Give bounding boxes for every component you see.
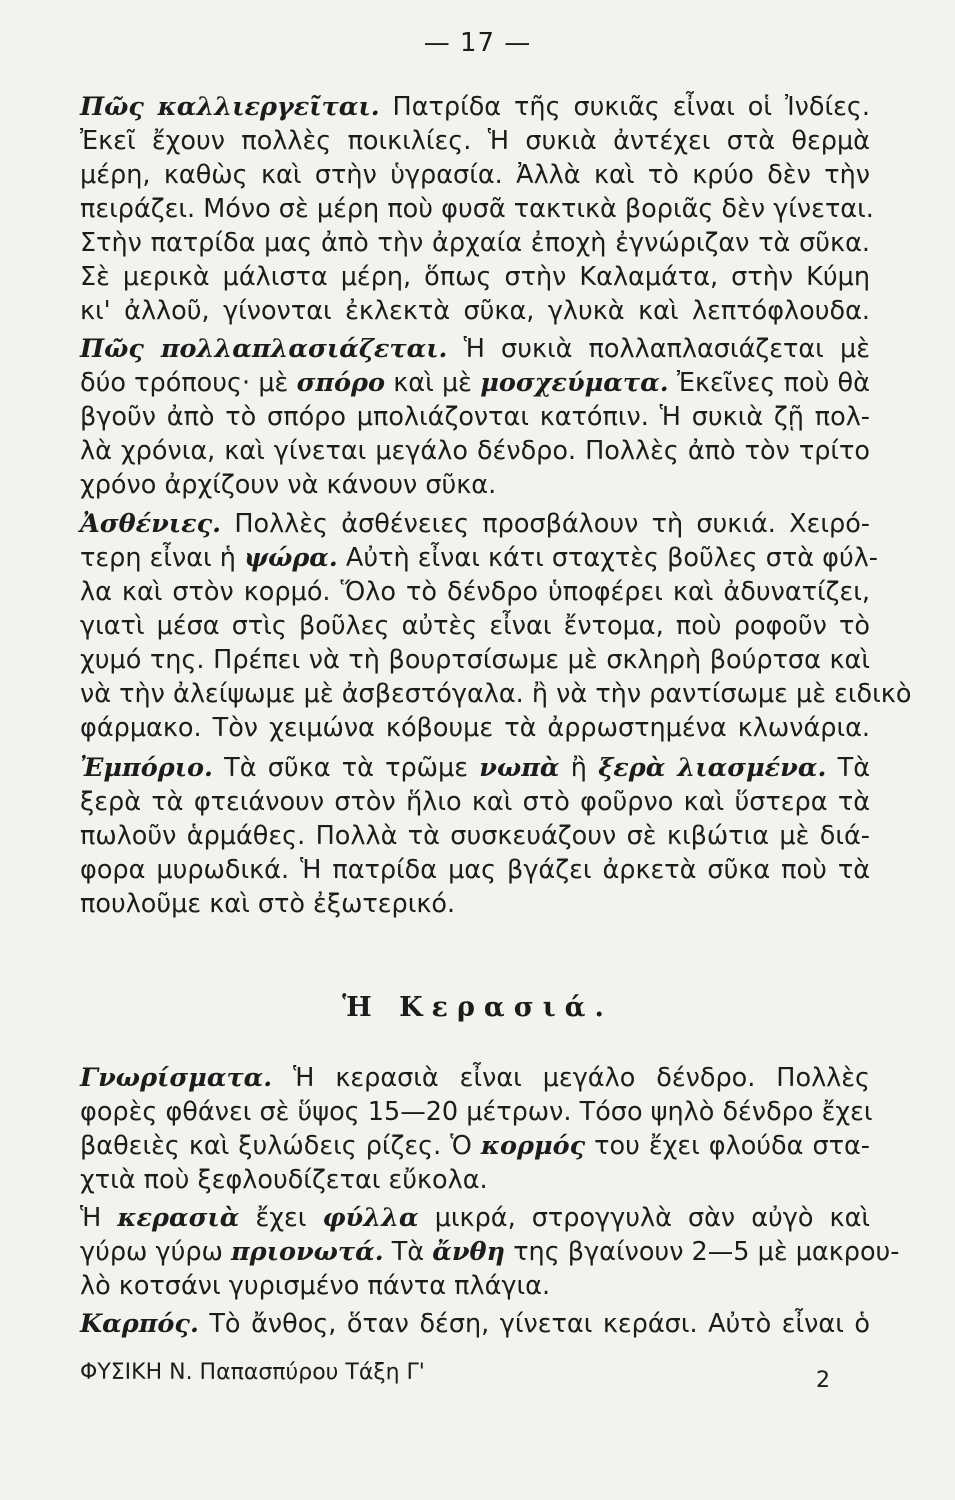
text-line: χτιὰ ποὺ ξεφλουδίζεται εὔκολα. [80,1165,488,1195]
heading-trade: Ἐμπόριο. [80,753,213,783]
text-line: Καρπός. Τὸ ἄνθος, ὅταν δέση, γίνεται κεράσι. Αὐτὸ εἶναι ὁ [80,1309,870,1339]
heading-diseases: Ἀσθένιες. [80,509,222,539]
text-line: πειράζει. Μόνο σὲ μέρη ποὺ φυσᾶ τακτικὰ βοριᾶς δὲν γίνεται. [80,194,874,224]
text-line: λὰ χρόνια, καὶ γίνεται μεγάλο δένδρο. Πολλὲς ἀπὸ τὸν τρίτο [80,436,870,466]
text-line: φορα μυρωδικά. Ἡ πατρίδα μας βγάζει ἀρκετὰ σῦκα ποὺ τὰ [80,855,870,885]
text-line: γιατὶ μέσα στὶς βοῦλες αὐτὲς εἶναι ἔντομα, ποὺ ροφοῦν τὸ [80,611,870,641]
text-line: Πῶς πολλαπλασιάζεται. Ἡ συκιὰ πολλαπλασιάζεται μὲ [80,334,870,364]
text-line: βγοῦν ἀπὸ τὸ σπόρο μπολιάζονται κατόπιν. Ἡ συκιὰ ζῇ πολ- [80,402,870,432]
text-line: μέρη, καθὼς καὶ στὴν ὑγρασία. Ἀλλὰ καὶ τὸ κρύο δὲν τὴν [80,160,870,190]
text-line: τερη εἶναι ἡ ψώρα. Αὐτὴ εἶναι κάτι σταχτὲς βοῦλες στὰ φύλ- [80,543,878,573]
footer-imprint: ΦΥΣΙΚΗ Ν. Παπασπύρου Τάξη Γ' [80,1360,425,1385]
heading-propagation: Πῶς πολλαπλασιάζεται. [80,334,448,364]
text-line: πουλοῦμε καὶ στὸ ἐξωτερικό. [80,889,456,919]
heading-features: Γνωρίσματα. [80,1063,273,1093]
text-line: Ἐμπόριο. Τὰ σῦκα τὰ τρῶμε νωπὰ ἢ ξερὰ λιασμένα. Τὰ [80,753,871,783]
text-line: βαθειὲς καὶ ξυλώδεις ρίζες. Ὁ κορμός του ἔχει φλούδα στα- [80,1131,870,1161]
text-line: Γνωρίσματα. Ἡ κερασιὰ εἶναι μεγάλο δένδρο. Πολλὲς [80,1063,871,1093]
text-line: γύρω γύρω πριονωτά. Τὰ ἄνθη της βγαίνουν 2—5 μὲ μακρου- [80,1237,900,1267]
text-line: λα καὶ στὸν κορμό. Ὅλο τὸ δένδρο ὑποφέρει καὶ ἀδυνατίζει, [80,577,870,607]
page-number: — 17 — [423,28,532,58]
text-line: κι' ἀλλοῦ, γίνονται ἐκλεκτὰ σῦκα, γλυκὰ καὶ λεπτόφλουδα. [80,296,870,326]
text-line: Πῶς καλλιεργεῖται. Πατρίδα τῆς συκιᾶς εἶναι οἱ Ἰνδίες. [80,92,871,122]
text-line: φορὲς φθάνει σὲ ὕψος 15—20 μέτρων. Τόσο ψηλὸ δένδρο ἔχει [80,1097,873,1127]
text-line: χρόνο ἀρχίζουν νὰ κάνουν σῦκα. [80,470,497,500]
text-line: δύο τρόπους· μὲ σπόρο καὶ μὲ μοσχεύματα. Ἐκεῖνες ποὺ θὰ [80,368,870,398]
text-line: Ἐκεῖ ἔχουν πολλὲς ποικιλίες. Ἡ συκιὰ ἀντέχει στὰ θερμὰ [80,126,870,156]
section-title: Ἡ Κερασιά. [342,992,613,1023]
heading-fruit: Καρπός. [80,1309,199,1339]
heading-cultivation: Πῶς καλλιεργεῖται. [80,92,380,122]
text-line: Ἀσθένιες. Πολλὲς ἀσθένειες προσβάλουν τὴ συκιά. Χειρό- [80,509,871,539]
text-line: λὸ κοτσάνι γυρισμένο πάντα πλάγια. [80,1271,551,1301]
text-line: ξερὰ τὰ φτειάνουν στὸν ἥλιο καὶ στὸ φοῦρνο καὶ ὕστερα τὰ [80,787,870,817]
text-line: νὰ τὴν ἀλείψωμε μὲ ἀσβεστόγαλα. ἢ νὰ τὴν ραντίσωμε μὲ ειδικὸ [80,679,912,709]
text-line: Σὲ μερικὰ μάλιστα μέρη, ὅπως στὴν Καλαμάτα, στὴν Κύμη [80,262,870,292]
text-line: χυμό της. Πρέπει νὰ τὴ βουρτσίσωμε μὲ σκληρὴ βούρτσα καὶ [80,645,870,675]
text-line: πωλοῦν ἁρμάθες. Πολλὰ τὰ συσκευάζουν σὲ κιβώτια μὲ διά- [80,821,870,851]
text-line: φάρμακο. Τὸν χειμώνα κόβουμε τὰ ἀρρωστημένα κλωνάρια. [80,713,870,743]
text-line: Ἡ κερασιὰ ἔχει φύλλα μικρά, στρογγυλὰ σὰν αὐγὸ καὶ [80,1203,871,1233]
signature-mark: 2 [816,1368,830,1393]
text-line: Στὴν πατρίδα μας ἀπὸ τὴν ἀρχαία ἐποχὴ ἐγνώριζαν τὰ σῦκα. [80,228,870,258]
